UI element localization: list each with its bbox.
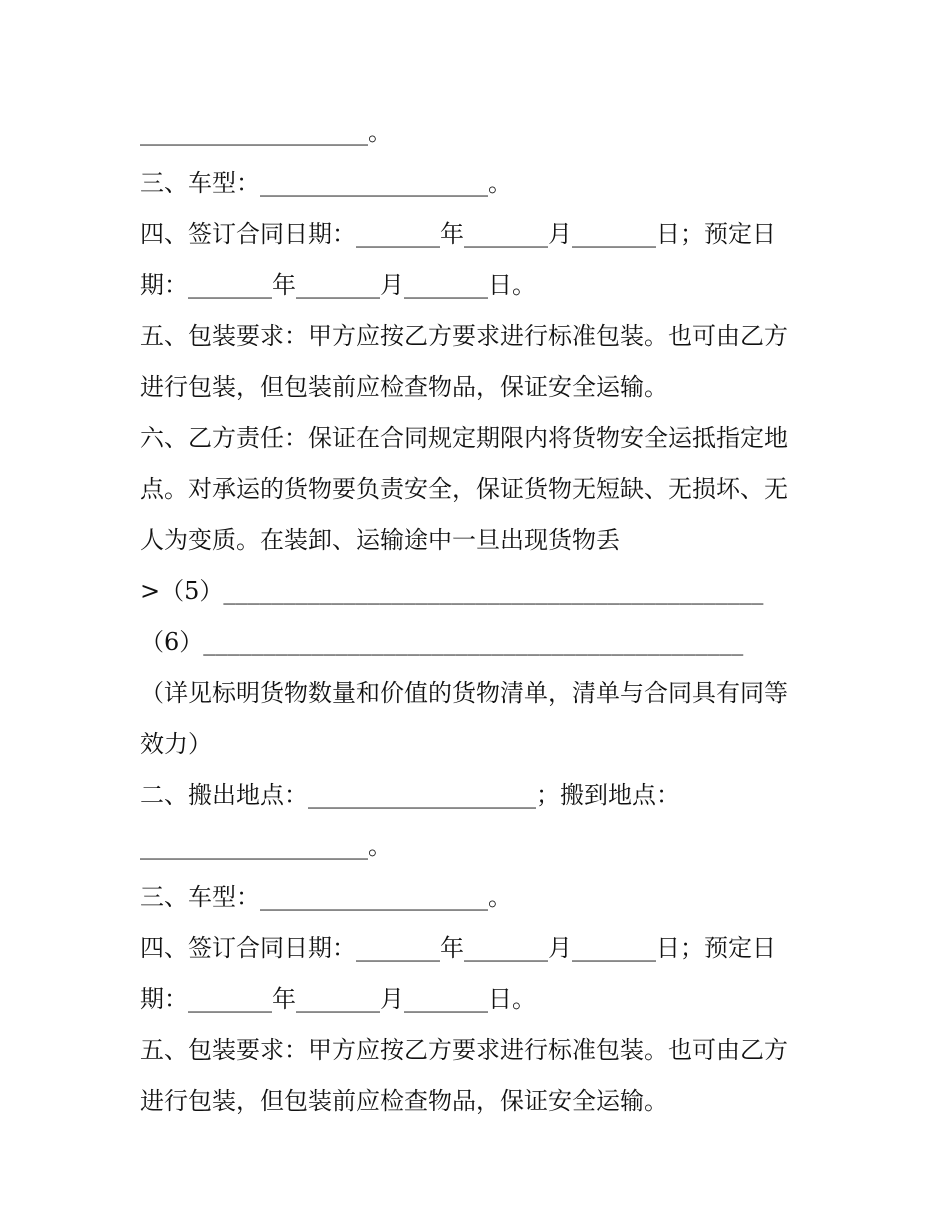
text-line: 人为变质。在装卸、运输途中一旦出现货物丢 [140, 526, 620, 554]
text-line: ___________________。 [140, 832, 392, 860]
text-line: >（5）_____________________________________________ [140, 577, 764, 605]
text-line: 四、签订合同日期：_______年_______月_______日；预定日 [140, 934, 776, 962]
text-line: 进行包装，但包装前应检查物品，保证安全运输。 [140, 1087, 668, 1115]
text-line: 期：_______年_______月_______日。 [140, 271, 536, 299]
text-line: （详见标明货物数量和价值的货物清单，清单与合同具有同等 [140, 679, 788, 707]
text-line: 点。对承运的货物要负责安全，保证货物无短缺、无损坏、无 [140, 475, 788, 503]
text-line: 期：_______年_______月_______日。 [140, 985, 536, 1013]
text-line: 六、乙方责任：保证在合同规定期限内将货物安全运抵指定地 [140, 424, 788, 452]
text-line: 进行包装，但包装前应检查物品，保证安全运输。 [140, 373, 668, 401]
text-line: ___________________。 [140, 118, 392, 146]
text-line: 五、包装要求：甲方应按乙方要求进行标准包装。也可由乙方 [140, 322, 788, 350]
text-line: 五、包装要求：甲方应按乙方要求进行标准包装。也可由乙方 [140, 1036, 788, 1064]
text-line: 三、车型：___________________。 [140, 169, 512, 197]
text-line: 四、签订合同日期：_______年_______月_______日；预定日 [140, 220, 776, 248]
text-line: （6）_____________________________________________ [140, 628, 744, 656]
document-body [140, 107, 830, 1127]
text-line: 三、车型：___________________。 [140, 883, 512, 911]
text-line: 二、搬出地点：___________________；搬到地点： [140, 781, 680, 809]
text-line: 效力） [140, 730, 212, 758]
